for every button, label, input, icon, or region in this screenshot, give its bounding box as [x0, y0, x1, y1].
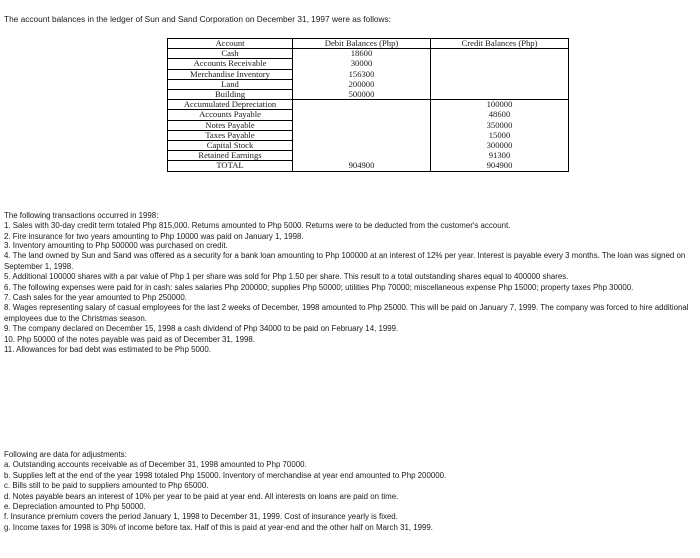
ledger-account: Accounts Payable — [168, 110, 293, 120]
transaction-item: 10. Php 50000 of the notes payable was paid as of December 31, 1998. — [4, 334, 255, 344]
transaction-item: 3. Inventory amounting to Php 500000 was purchased on credit. — [4, 241, 228, 250]
header-account: Account — [168, 39, 293, 49]
ledger-row — [168, 120, 569, 130]
ledger-total-row — [168, 161, 569, 171]
ledger-row — [168, 90, 569, 100]
ledger-credit: 15000 — [431, 130, 569, 140]
ledger-debit: 156300 — [293, 69, 431, 79]
transactions-section-b — [4, 241, 696, 355]
ledger-account: Building — [168, 90, 293, 100]
header-debit: Debit Balances (Php) — [293, 39, 431, 49]
transaction-item: 11. Allowances for bad debt was estimated to be Php 5000. — [4, 345, 211, 355]
header-credit: Credit Balances (Php) — [431, 39, 569, 49]
transactions-section-a — [4, 211, 510, 242]
transaction-item: 8. Wages representing salary of casual employees for the last 2 weeks of December, 1998 amounted to Php 25000. This will be paid on January 7, 1999. The company was forced to hire additional employees due to the Christmas season. — [4, 303, 689, 323]
ledger-table — [167, 38, 569, 172]
ledger-row — [168, 59, 569, 69]
ledger-header-row — [168, 39, 569, 49]
ledger-debit: 18600 — [293, 49, 431, 59]
ledger-account: Retained Earnings — [168, 151, 293, 161]
transaction-item: 1. Sales with 30-day credit term totaled Php 815,000. Returns amounted to Php 5000. Returns were to be deducted from the customer's account. — [4, 221, 511, 231]
ledger-total-debit: 904900 — [293, 161, 431, 171]
ledger-account: Merchandise Inventory — [168, 69, 293, 79]
ledger-credit: 100000 — [431, 100, 569, 110]
adjustment-item: d. Notes payable bears an interest of 10% per year to be paid at year end. All interests on loans are paid on time. — [4, 491, 399, 501]
ledger-account: Accumulated Depreciation — [168, 100, 293, 110]
adjustments-section — [4, 450, 446, 533]
adjustment-item: b. Supplies left at the end of the year 1998 totaled Php 15000. Inventory of merchandise at year end amounted to Php 200000. — [4, 470, 447, 480]
ledger-total-credit: 904900 — [431, 161, 569, 171]
ledger-credit: 91300 — [431, 151, 569, 161]
ledger-row — [168, 69, 569, 79]
transaction-item: 7. Cash sales for the year amounted to Php 250000. — [4, 293, 187, 303]
ledger-row — [168, 100, 569, 110]
ledger-account: Capital Stock — [168, 141, 293, 151]
adjustment-item: a. Outstanding accounts receivable as of December 31, 1998 amounted to Php 70000. — [4, 460, 307, 470]
ledger-credit — [431, 59, 569, 69]
adjustment-item: e. Depreciation amounted to Php 50000. — [4, 502, 146, 512]
ledger-credit: 300000 — [431, 141, 569, 151]
ledger-row — [168, 79, 569, 89]
ledger-debit — [293, 110, 431, 120]
ledger-debit — [293, 120, 431, 130]
transactions-heading: The following transactions occurred in 1998: — [4, 211, 159, 220]
ledger-debit — [293, 130, 431, 140]
ledger-credit — [431, 90, 569, 100]
transaction-item: 4. The land owned by Sun and Sand was offered as a security for a bank loan amounting to Php 100000 at an interest of 12% per year. Interest is payable every 3 months. The loan was signed on September 1, 1998. — [4, 251, 686, 271]
adjustment-item: c. Bills still to be paid to suppliers amounted to Php 65000. — [4, 481, 209, 491]
ledger-credit: 48600 — [431, 110, 569, 120]
ledger-row — [168, 141, 569, 151]
ledger-debit — [293, 100, 431, 110]
adjustment-item: f. Insurance premium covers the period January 1, 1998 to December 31, 1999. Cost of insurance yearly is fixed. — [4, 512, 398, 522]
ledger-credit — [431, 79, 569, 89]
ledger-account: Taxes Payable — [168, 130, 293, 140]
intro-text: The account balances in the ledger of Sun and Sand Corporation on December 31, 1997 were as follows: — [4, 14, 391, 24]
ledger-account: Accounts Receivable — [168, 59, 293, 69]
ledger-debit — [293, 141, 431, 151]
adjustment-item: g. Income taxes for 1998 is 30% of income before tax. Half of this is paid at year-end and the other half on March 31, 1999. — [4, 522, 433, 532]
ledger-credit: 350000 — [431, 120, 569, 130]
ledger-account: Notes Payable — [168, 120, 293, 130]
adjustments-heading: Following are data for adjustments: — [4, 450, 127, 459]
ledger-account: Cash — [168, 49, 293, 59]
ledger-credit — [431, 69, 569, 79]
ledger-debit: 500000 — [293, 90, 431, 100]
transaction-item: 9. The company declared on December 15, 1998 a cash dividend of Php 34000 to be paid on February 14, 1999. — [4, 324, 399, 334]
ledger-row — [168, 110, 569, 120]
ledger-row — [168, 130, 569, 140]
ledger-total-label: TOTAL — [168, 161, 293, 171]
ledger-debit: 30000 — [293, 59, 431, 69]
ledger-row — [168, 49, 569, 59]
transaction-item: 2. Fire insurance for two years amounting to Php 10000 was paid on January 1, 1998. — [4, 231, 304, 241]
transaction-item: 5. Additional 100000 shares with a par value of Php 1 per share was sold for Php 1.50 per share. This result to a total outstanding shares equal to 400000 shares. — [4, 272, 569, 282]
transaction-item: 6. The following expenses were paid for in cash: sales salaries Php 200000; supplies Php 50000; utilities Php 70000; miscellaneous expense Php 15000; property taxes Php 30000. — [4, 282, 634, 292]
ledger-account: Land — [168, 79, 293, 89]
ledger-credit — [431, 49, 569, 59]
ledger-debit: 200000 — [293, 79, 431, 89]
